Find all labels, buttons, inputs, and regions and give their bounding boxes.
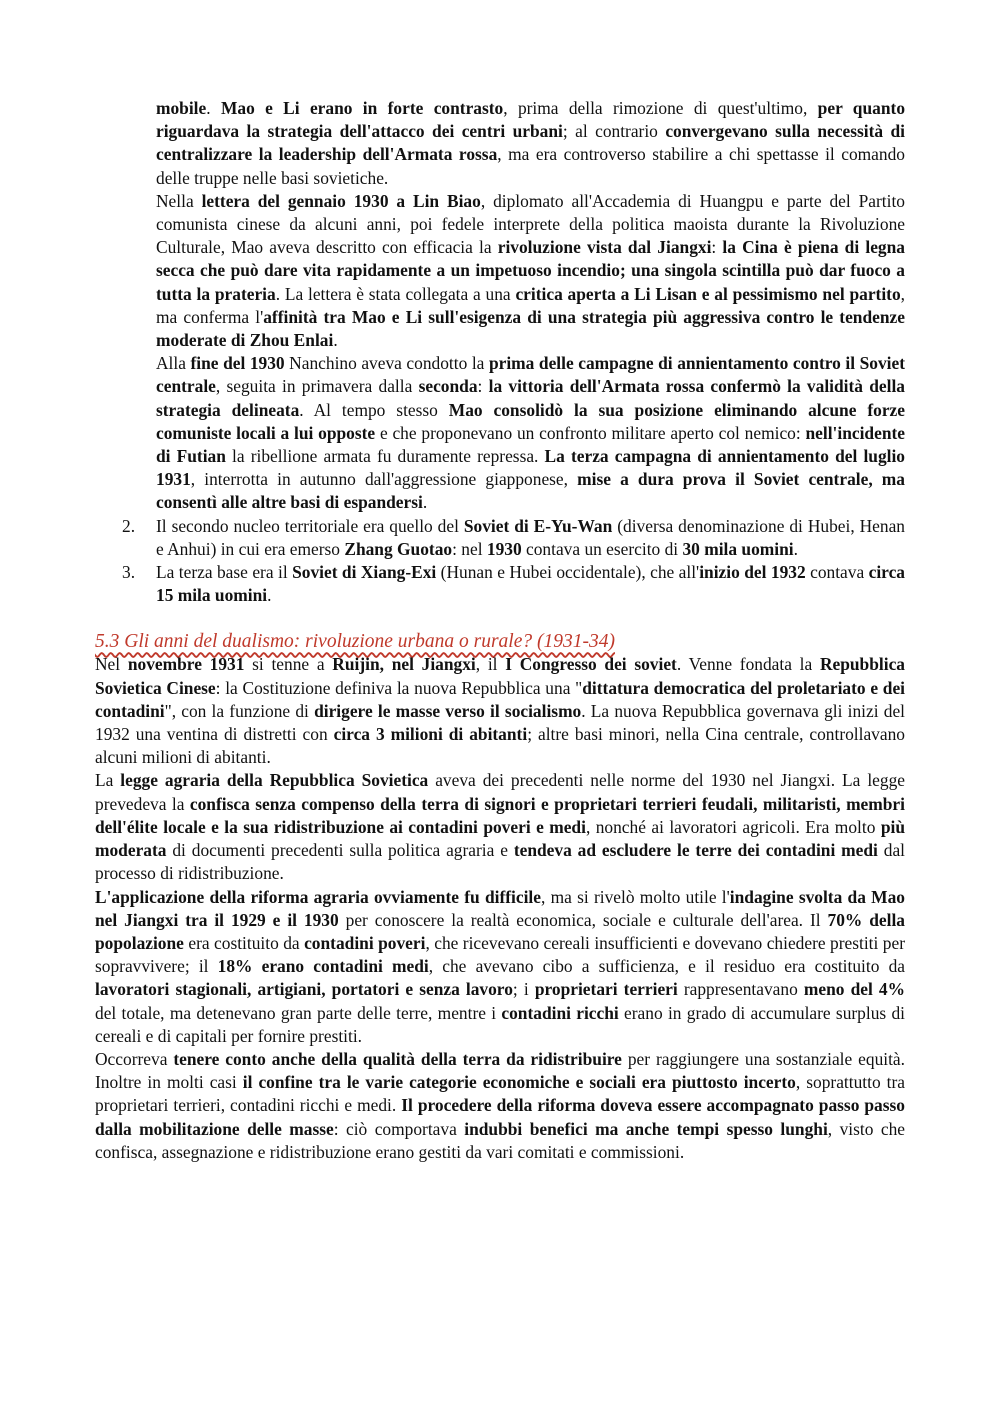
bold-text: 70% della popolazione (95, 909, 905, 953)
bold-text: lavoratori stagionali, artigiani, portatori e senza lavoro (95, 979, 513, 1000)
bold-text: contadini ricchi (501, 1002, 619, 1023)
bold-text: Mao consolidò la sua posizione eliminando alcune forze comuniste locali a lui opposte (156, 399, 905, 443)
text-run: per conoscere la realtà economica, sociale e culturale dell'area. Il (338, 909, 828, 930)
text-run: , prima della rimozione di quest'ultimo, (503, 98, 818, 118)
bold-text: tendeva ad escludere le terre dei contadini medi (513, 840, 878, 861)
text-run: . (267, 585, 272, 606)
bold-text: mobile (156, 98, 207, 118)
text-run: , diplomato all'Accademia di Huangpu e parte del Partito comunista cinese da alcuni anni, poi fedele interprete della politica maoista durante la Rivoluzione Culturale, Mao aveva descritto con efficacia la (156, 190, 905, 258)
list-item-3 (122, 561, 905, 607)
bold-text: 30 mila uomini (682, 538, 794, 559)
text-run: Occorreva (95, 1048, 174, 1069)
text-run: ; i (512, 979, 535, 1000)
bold-text: legge agraria della Repubblica Sovietica (120, 770, 429, 791)
bold-text: inizio del 1932 (699, 562, 806, 583)
text-run: Nanchino aveva condotto la (284, 353, 489, 374)
paragraph-strategy-contrast (156, 97, 905, 190)
list-item-2 (122, 515, 905, 561)
text-run: Nella (156, 190, 202, 211)
bold-text: seconda (418, 376, 478, 397)
list-item-text (156, 515, 905, 561)
page-content (95, 97, 905, 1164)
text-run: . (333, 330, 338, 351)
text-run: , nonché ai lavoratori agricoli. Era molto (585, 816, 881, 837)
bold-text: più moderata (95, 816, 906, 861)
bold-text: circa 15 mila uomini (156, 562, 905, 606)
bold-text: convergevano sulla necessità di centralizzare la leadership dell'Armata rossa (156, 121, 905, 165)
bold-text: la vittoria dell'Armata rossa confermò la validità della strategia delineata (156, 376, 905, 420)
text-run: per raggiungere una sostanziale equità. Inoltre in molti casi (95, 1048, 905, 1093)
bold-text: fine del 1930 (190, 353, 285, 374)
bold-text: per quanto riguardava la strategia dell'attacco dei centri urbani (156, 98, 906, 142)
text-run: . Venne fondata la (676, 654, 820, 675)
bold-text: indubbi benefici ma anche tempi spesso lunghi (464, 1118, 828, 1139)
text-run: , visto che confisca, assegnazione e ridistribuzione erano gestiti da vari comitati e commissioni. (95, 1118, 905, 1162)
text-run: , che avevano cibo a sufficienza, e il residuo era costituito da (428, 956, 905, 977)
text-run: . (793, 538, 798, 559)
bold-text: I Congresso dei soviet (505, 654, 677, 675)
text-run: Alla (156, 353, 191, 374)
text-run: (Hunan e Hubei occidentale), che all' (436, 562, 700, 583)
bold-text: proprietari terrieri (534, 979, 678, 1000)
list-item-1-continuation (122, 97, 906, 607)
paragraph-agrarian-law (95, 769, 905, 885)
text-run: ; al contrario (562, 121, 666, 142)
bold-text: rivoluzione vista dal Jiangxi (497, 237, 712, 258)
text-run: ", con la funzione di (164, 700, 315, 721)
text-run: , seguita in primavera dalla (215, 376, 419, 397)
text-run: . Al tempo stesso (299, 399, 449, 420)
bold-text: dirigere le masse verso il socialismo (314, 700, 582, 721)
text-run: , soprattutto tra proprietari terrieri, contadini ricchi e medi. (95, 1072, 906, 1116)
paragraph-lin-biao-letter (156, 190, 905, 352)
bold-text: dittatura democratica del proletariato e dei contadini (95, 677, 906, 721)
text-run: aveva dei precedenti nelle norme del 1930 nel Jiangxi. La legge prevedeva la (95, 770, 905, 814)
bold-text: 1930 (486, 538, 522, 559)
text-run: . La nuova Repubblica governava gli inizi del 1932 una ventina di distretti con (95, 700, 905, 745)
text-run: : ciò comportava (333, 1118, 465, 1139)
text-run: : (477, 376, 489, 397)
bold-text: circa 3 milioni di abitanti (333, 724, 528, 745)
bold-text: novembre 1931 (127, 654, 245, 675)
text-run: si tenne a (244, 654, 333, 675)
text-run: Nel (95, 654, 128, 675)
bold-text: lettera del gennaio 1930 a Lin Biao (201, 190, 481, 211)
bold-text: Repubblica Sovietica Cinese (95, 654, 905, 698)
text-run: di documenti precedenti sulla politica agraria e (166, 840, 514, 861)
text-run: del totale, ma detenevano gran parte delle terre, mentre i (95, 1002, 502, 1023)
text-run: contava (805, 562, 869, 583)
bold-text: meno del 4% (803, 979, 906, 1000)
bold-text: la Cina è piena di legna secca che può dare vita rapidamente a un impetuoso incendio; una singola scintilla può dar fuoco a tutta la prateria (156, 237, 905, 304)
text-run: La (95, 770, 121, 791)
text-run: . La lettera è stata collegata a una (275, 283, 516, 304)
text-run: : nel (452, 538, 487, 559)
bold-text: Il procedere della riforma doveva essere accompagnato passo passo dalla mobilitazione delle masse (95, 1095, 905, 1139)
numbered-list (122, 515, 905, 608)
bold-text: Zhang Guotao (344, 538, 453, 559)
text-run: dal processo di ridistribuzione. (95, 840, 906, 884)
bold-text: tenere conto anche della qualità della terra da ridistribuire (173, 1048, 622, 1069)
paragraph-annihilation-campaigns (156, 352, 905, 514)
bold-text: 18% erano contadini medi (217, 956, 429, 977)
bold-text: critica aperta a Li Lisan e al pessimismo nel partito (515, 283, 901, 304)
bold-text: mise a dura prova il Soviet centrale, ma consentì alle altre basi di espandersi (156, 469, 905, 513)
bold-text: indagine svolta da Mao nel Jiangxi tra il 1929 e il 1930 (95, 886, 905, 930)
text-run: la ribellione armata fu duramente repressa. (225, 446, 545, 467)
text-run: : (711, 237, 723, 258)
bold-text: contadini poveri (304, 932, 426, 953)
text-run: Il secondo nucleo territoriale era quello del (156, 515, 464, 536)
text-run: e che proponevano un confronto militare aperto col nemico: (375, 422, 806, 443)
paragraph-land-quality (95, 1048, 905, 1164)
text-run: , ma si rivelò molto utile l' (540, 886, 730, 907)
bold-text: il confine tra le varie categorie economiche e sociali era piuttosto incerto (242, 1072, 796, 1093)
bold-text: Soviet di E-Yu-Wan (463, 515, 613, 536)
bold-text: Soviet di Xiang-Exi (292, 562, 437, 583)
text-run: . (422, 492, 428, 513)
paragraph-reform-application (95, 886, 905, 1048)
bold-text: prima delle campagne di annientamento contro il Soviet centrale (156, 353, 905, 397)
text-run: , interrotta in autunno dall'aggressione giapponese, (190, 469, 578, 490)
text-run: , il (475, 654, 506, 675)
text-run: , che ricevevano cereali insufficienti e dovevano chiedere prestiti per sopravvivere; il (95, 932, 905, 977)
text-run: rappresentavano (677, 979, 804, 1000)
list-number: 3. (122, 562, 136, 583)
bold-text: La terza campagna di annientamento del luglio 1931 (156, 446, 905, 490)
text-run: contava un esercito di (521, 538, 683, 559)
list-number: 2. (122, 515, 136, 536)
text-run: , ma conferma l' (156, 283, 906, 327)
text-run: , ma era controverso stabilire a chi spettasse il comando delle truppe nelle basi sovietiche. (156, 144, 905, 188)
bold-text: L'applicazione della riforma agraria ovviamente fu difficile (95, 886, 541, 907)
bold-text: Ruijin, nel Jiangxi (332, 654, 476, 675)
text-run: La terza base era il (156, 562, 293, 583)
paragraph-congress-of-soviets (95, 653, 905, 769)
bold-text: affinità tra Mao e Li sull'esigenza di una strategia più aggressiva contro le tendenze moderate di Zhou Enlai (156, 306, 905, 351)
list-item-text (156, 561, 905, 607)
text-run: erano in grado di accumulare surplus di cereali e di capitali per fornire prestiti. (95, 1002, 905, 1046)
text-run: : la Costituzione definiva la nuova Repubblica una " (215, 677, 583, 698)
text-run: ; altre basi minori, nella Cina centrale, controllavano alcuni milioni di abitanti. (95, 724, 905, 768)
text-run: . (206, 98, 221, 118)
bold-text: confisca senza compenso della terra di signori e proprietari terrieri feudali, militaristi, membri dell'élite locale e la sua ridistribuzione ai contadini poveri e medi (95, 793, 905, 837)
text-run: era costituito da (183, 932, 305, 953)
bold-text: Mao e Li erano in forte contrasto (220, 98, 504, 118)
bold-text: nell'incidente di Futian (156, 422, 905, 467)
text-run: (diversa denominazione di Hubei, Henan e Anhui) in cui era emerso (156, 515, 905, 559)
section-heading: 5.3 Gli anni del dualismo: rivoluzione urbana o rurale? (1931-34) (95, 631, 615, 653)
